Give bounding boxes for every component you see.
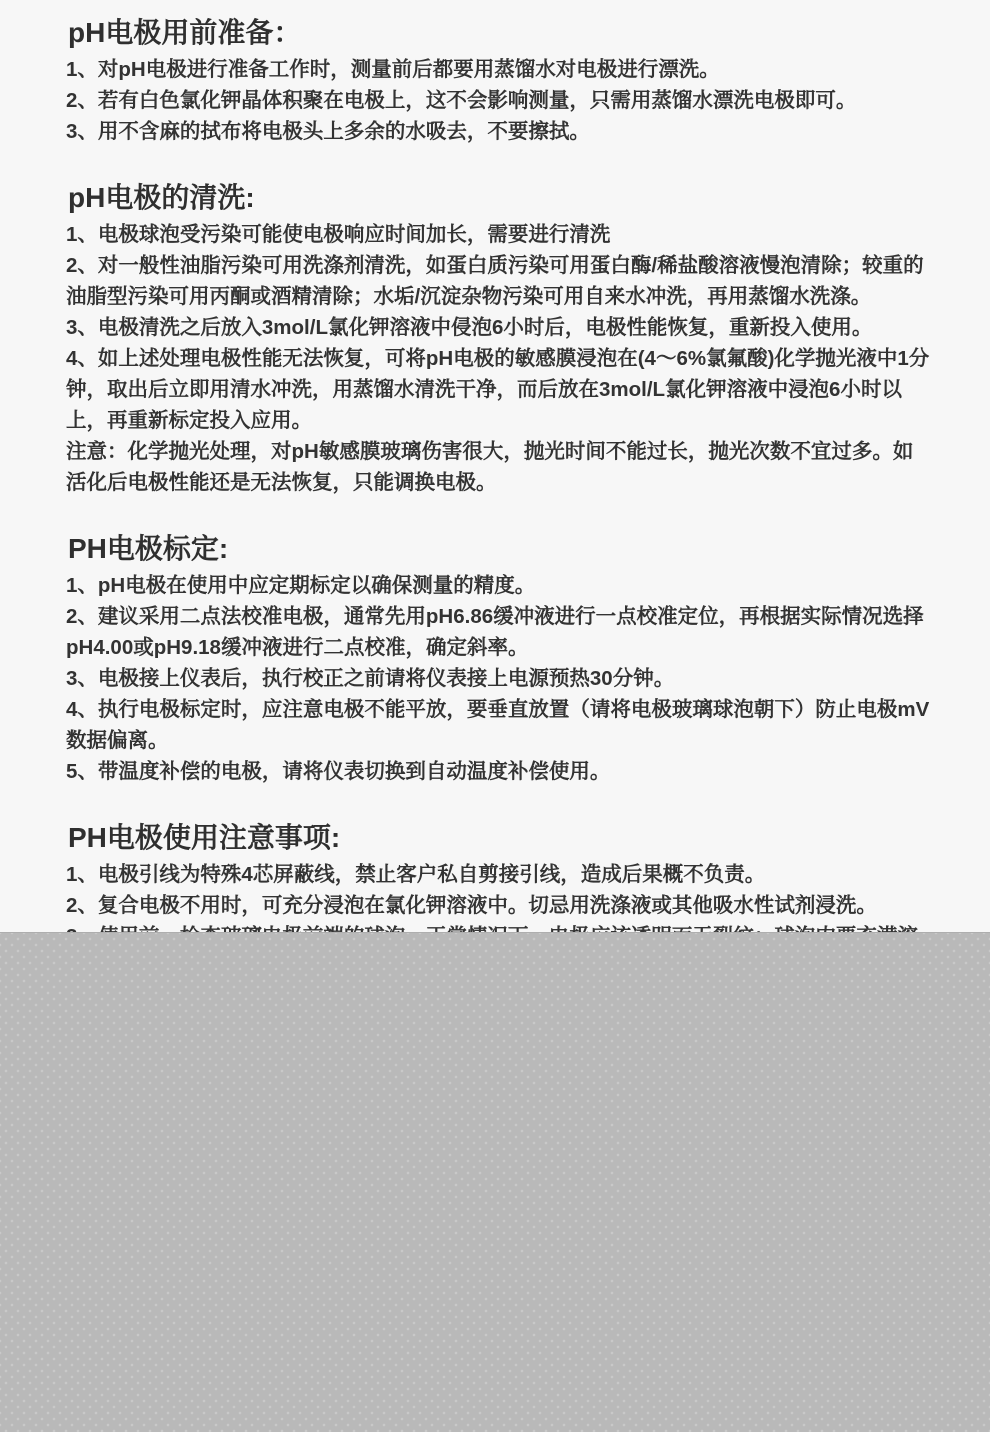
section-cleaning	[66, 179, 932, 498]
instruction-note: 注意：化学抛光处理，对pH敏感膜玻璃伤害很大，抛光时间不能过长，抛光次数不宜过多。如活化后电极性能还是无法恢复，只能调换电极。	[66, 440, 914, 494]
section-calibration	[66, 530, 932, 787]
instruction-item: 2、建议采用二点法校准电极，通常先用pH6.86缓冲液进行一点校准定位，再根据实际情况选择pH4.00或pH9.18缓冲液进行二点校准，确定斜率。	[66, 605, 924, 659]
instruction-item: 4、执行电极标定时，应注意电极不能平放，要垂直放置（请将电极玻璃球泡朝下）防止电极mV数据偏离。	[66, 698, 930, 752]
section-heading-usage-notes: PH电极使用注意事项:	[68, 822, 341, 853]
instruction-item: 1、电极球泡受污染可能使电极响应时间加长，需要进行清洗	[66, 223, 611, 246]
instruction-item: 1、pH电极在使用中应定期标定以确保测量的精度。	[66, 574, 536, 597]
instruction-item: 4、如上述处理电极性能无法恢复，可将pH电极的敏感膜浸泡在(4～6%氯氟酸)化学抛光液中1分钟，取出后立即用清水冲洗，用蒸馏水清洗干净，而后放在3mol/L氯化钾溶液中浸泡6小时以上，再重新标定投入应用。	[66, 347, 930, 432]
instruction-item: 1、电极引线为特殊4芯屏蔽线，禁止客户私自剪接引线，造成后果概不负责。	[66, 863, 766, 886]
instruction-item: 2、对一般性油脂污染可用洗涤剂清洗，如蛋白质污染可用蛋白酶/稀盐酸溶液慢泡清除；较重的油脂型污染可用丙酮或酒精清除；水垢/沉淀杂物污染可用自来水冲洗，再用蒸馏水洗涤。	[66, 254, 924, 308]
instruction-item: 3、用不含麻的拭布将电极头上多余的水吸去，不要擦拭。	[66, 120, 590, 143]
section-heading-calibration: PH电极标定:	[68, 533, 229, 564]
section-heading-preparation: pH电极用前准备：	[68, 17, 302, 48]
instruction-item: 3、电极清洗之后放入3mol/L氯化钾溶液中侵泡6小时后，电极性能恢复，重新投入使用。	[66, 316, 873, 339]
image-loading-placeholder	[0, 932, 990, 1432]
instruction-item: 2、若有白色氯化钾晶体积聚在电极上，这不会影响测量，只需用蒸馏水漂洗电极即可。	[66, 89, 857, 112]
section-preparation	[66, 14, 932, 147]
instruction-item: 2、复合电极不用时，可充分浸泡在氯化钾溶液中。切忌用洗涤液或其他吸水性试剂浸洗。	[66, 894, 877, 917]
instruction-item: 5、带温度补偿的电极，请将仪表切换到自动温度补偿使用。	[66, 760, 611, 783]
instruction-item: 1、对pH电极进行准备工作时，测量前后都要用蒸馏水对电极进行漂洗。	[66, 58, 720, 81]
section-heading-cleaning: pH电极的清洗:	[68, 182, 255, 213]
instruction-item: 3、电极接上仪表后，执行校正之前请将仪表接上电源预热30分钟。	[66, 667, 675, 690]
